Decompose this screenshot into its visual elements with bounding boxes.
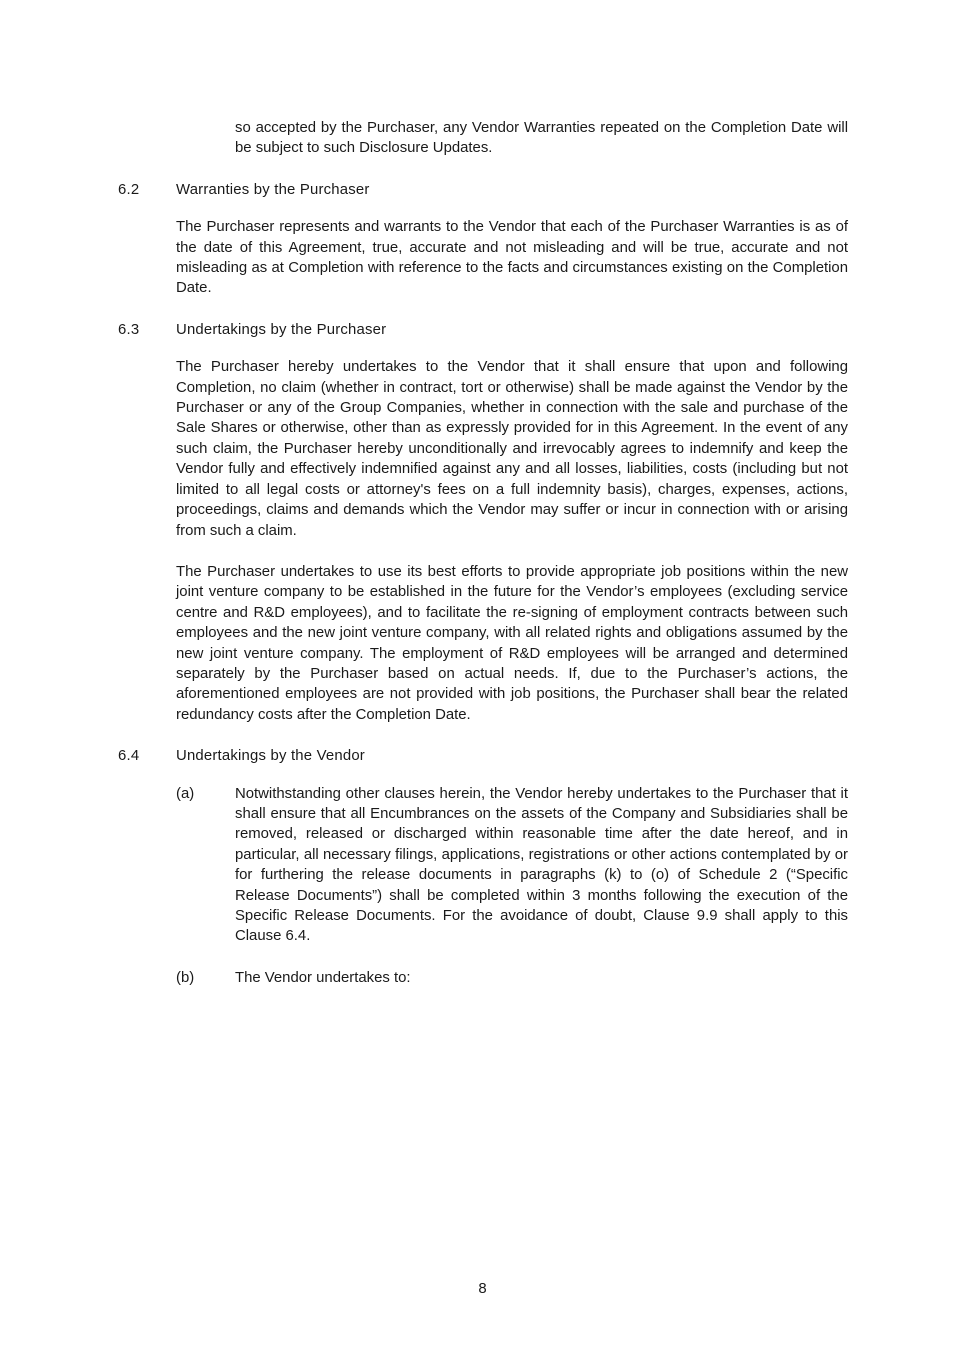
sub-item-text: Notwithstanding other clauses herein, the Vendor hereby undertakes to the Purchaser that it shall ensure that all Encumbrances on the assets of the Company and Subsidiaries shall be removed, released or discharged within reasonable time after the date hereof, and in particular, all necessary filings, applications, registrations or other actions contemplated by or for furthering the release documents in paragraphs (k) to (o) of Schedule 2 (“Specific Release Documents”) shall be completed within 3 months following the execution of the Specific Release Documents. For the avoidance of doubt, Clause 9.9 shall apply to this Clause 6.4. — [235, 785, 848, 945]
clause-6-2-paragraph: The Purchaser represents and warrants to the Vendor that each of the Purchaser Warranties is as of the date of this Agreement, true, accurate and not misleading and will be true, accurate and not misleading as at Completion with reference to the facts and circumstances existing on the Completion Date. — [176, 219, 848, 297]
clause-number: 6.3 — [118, 321, 140, 338]
clause-6-2-heading-row — [118, 180, 848, 200]
clause-6-4-item-a — [176, 784, 848, 947]
clause-number: 6.2 — [118, 181, 140, 198]
clause-6-3-paragraph-1: The Purchaser hereby undertakes to the Vendor that it shall ensure that upon and following Completion, no claim (whether in contract, tort or otherwise) shall be made against the Vendor by the Purchaser or any of the Group Companies, whether in connection with the sale and purchase of the Sale Shares or otherwise, other than as expressly provided for in this Agreement. In the event of any such claim, the Purchaser hereby unconditionally and irrevocably agrees to indemnify and keep the Vendor fully and effectively indemnified against any and all losses, liabilities, costs (including but not limited to all legal costs or attorney's fees on a full indemnity basis), charges, expenses, actions, proceedings, claims and demands which the Vendor may suffer or incur in connection with or arising from such a claim. — [176, 359, 848, 539]
clause-6-4-heading-row — [118, 746, 848, 766]
clause-6-4-item-b — [176, 968, 848, 988]
sub-item-label: (a) — [176, 785, 195, 802]
clause-heading: Undertakings by the Purchaser — [176, 321, 387, 338]
clause-heading: Warranties by the Purchaser — [176, 181, 370, 198]
sub-item-label: (b) — [176, 969, 195, 986]
clause-number: 6.4 — [118, 748, 140, 765]
sub-item-text: The Vendor undertakes to: — [235, 969, 411, 986]
continuation-paragraph: so accepted by the Purchaser, any Vendor Warranties repeated on the Completion Date will be subject to such Disclosure Updates. — [235, 120, 848, 157]
page-number: 8 — [478, 1281, 487, 1297]
clause-6-4 — [118, 746, 848, 988]
clause-heading: Undertakings by the Vendor — [176, 748, 365, 765]
clause-6-2 — [118, 180, 848, 299]
clause-6-3 — [118, 320, 848, 725]
clause-6-3-paragraph-2: The Purchaser undertakes to use its best efforts to provide appropriate job positions within the new joint venture company to be established in the future for the Vendor’s employees (excluding service centre and R&D employees), and to facilitate the re-signing of employment contracts between such employees and the new joint venture company, with all related rights and obligations assumed by the new joint venture company. The employment of R&D employees will be arranged and determined separately by the Purchaser based on actual needs. If, due to the Purchaser’s actions, the aforementioned employees are not provided with job positions, the Purchaser shall bear the related redundancy costs after the Completion Date. — [176, 563, 848, 723]
clause-6-3-heading-row — [118, 320, 848, 340]
